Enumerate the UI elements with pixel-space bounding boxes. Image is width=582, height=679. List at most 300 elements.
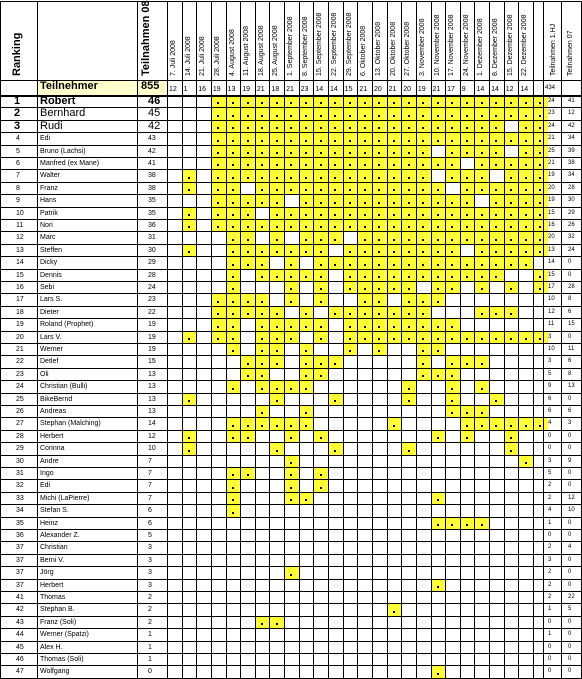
grid-line bbox=[0, 641, 582, 642]
row-rank: 6 bbox=[16, 160, 20, 167]
row-t07: 0 bbox=[568, 482, 572, 489]
attendance-cell bbox=[489, 132, 504, 144]
attendance-cell bbox=[431, 343, 446, 355]
row-count: 22 bbox=[148, 308, 156, 316]
row-count: 42 bbox=[148, 119, 161, 132]
attendance-mark bbox=[261, 338, 263, 340]
attendance-mark bbox=[261, 140, 263, 142]
attendance-cell bbox=[269, 318, 284, 330]
attendance-cell bbox=[255, 380, 270, 392]
attendance-cell bbox=[284, 467, 299, 479]
attendance-cell bbox=[533, 107, 548, 119]
row-count: 2 bbox=[148, 606, 152, 614]
attendance-mark bbox=[290, 214, 292, 216]
attendance-mark bbox=[510, 177, 512, 179]
attendance-mark bbox=[481, 226, 483, 228]
row-h1: 21 bbox=[548, 135, 555, 142]
attendance-mark bbox=[437, 524, 439, 526]
grid-line bbox=[0, 467, 582, 468]
attendance-mark bbox=[276, 127, 278, 129]
week-total: 20 bbox=[373, 86, 382, 93]
attendance-cell bbox=[240, 355, 255, 367]
attendance-cell bbox=[372, 293, 387, 305]
row-name: Michi (LaPierre) bbox=[40, 494, 90, 502]
attendance-mark bbox=[349, 152, 351, 154]
attendance-cell bbox=[211, 107, 226, 119]
row-t07: 0 bbox=[568, 445, 572, 452]
attendance-cell bbox=[401, 219, 416, 231]
attendance-mark bbox=[276, 164, 278, 166]
attendance-mark bbox=[276, 152, 278, 154]
attendance-mark bbox=[481, 189, 483, 191]
attendance-cell bbox=[299, 132, 314, 144]
attendance-cell bbox=[416, 269, 431, 281]
attendance-mark bbox=[495, 251, 497, 253]
attendance-mark bbox=[422, 189, 424, 191]
row-count: 3 bbox=[148, 544, 152, 552]
attendance-mark bbox=[451, 251, 453, 253]
attendance-mark bbox=[539, 239, 541, 241]
attendance-mark bbox=[247, 226, 249, 228]
attendance-mark bbox=[320, 338, 322, 340]
attendance-cell bbox=[313, 169, 328, 181]
attendance-mark bbox=[451, 115, 453, 117]
week-total: 21 bbox=[359, 86, 368, 93]
row-t07: 0 bbox=[568, 643, 572, 650]
attendance-cell bbox=[299, 107, 314, 119]
attendance-mark bbox=[525, 127, 527, 129]
attendance-cell bbox=[343, 343, 358, 355]
week-total: 14 bbox=[330, 86, 338, 93]
attendance-mark bbox=[378, 189, 380, 191]
attendance-cell bbox=[401, 393, 416, 405]
attendance-mark bbox=[349, 164, 351, 166]
attendance-cell bbox=[343, 169, 358, 181]
attendance-mark bbox=[305, 177, 307, 179]
row-h1: 6 bbox=[548, 408, 552, 414]
attendance-cell bbox=[269, 157, 284, 169]
grid-line bbox=[474, 1, 475, 678]
grid-line bbox=[0, 368, 582, 369]
week-date-header: 17. November 2008 bbox=[448, 14, 456, 76]
attendance-mark bbox=[525, 202, 527, 204]
attendance-cell bbox=[328, 207, 343, 219]
week-total: 16 bbox=[198, 86, 207, 93]
row-t07: 0 bbox=[568, 432, 572, 439]
attendance-mark bbox=[276, 214, 278, 216]
attendance-cell bbox=[226, 492, 241, 504]
attendance-mark bbox=[232, 425, 234, 427]
row-name: Dieter bbox=[40, 308, 59, 316]
week-total: 13 bbox=[227, 86, 236, 93]
row-name: Werner bbox=[40, 346, 63, 353]
attendance-mark bbox=[232, 164, 234, 166]
attendance-cell bbox=[518, 207, 533, 219]
row-t07: 0 bbox=[568, 631, 572, 638]
attendance-mark bbox=[276, 425, 278, 427]
attendance-cell bbox=[240, 219, 255, 231]
attendance-mark bbox=[305, 164, 307, 166]
attendance-mark bbox=[422, 127, 424, 129]
week-date-header: 3. November 2008 bbox=[418, 18, 426, 76]
attendance-cell bbox=[255, 269, 270, 281]
attendance-mark bbox=[320, 437, 322, 439]
attendance-cell bbox=[416, 256, 431, 268]
attendance-cell bbox=[387, 244, 402, 256]
row-name: Edi bbox=[40, 135, 51, 143]
attendance-mark bbox=[393, 102, 395, 104]
attendance-mark bbox=[422, 251, 424, 253]
attendance-cell bbox=[226, 281, 241, 293]
attendance-cell bbox=[504, 256, 519, 268]
attendance-mark bbox=[525, 115, 527, 117]
attendance-mark bbox=[261, 301, 263, 303]
attendance-cell bbox=[226, 293, 241, 305]
row-h1: 3 bbox=[548, 457, 552, 464]
attendance-mark bbox=[320, 102, 322, 104]
grid-line bbox=[460, 1, 461, 678]
attendance-cell bbox=[504, 157, 519, 169]
attendance-cell bbox=[489, 269, 504, 281]
attendance-cell bbox=[431, 269, 446, 281]
attendance-cell bbox=[240, 417, 255, 429]
attendance-cell bbox=[401, 107, 416, 119]
week-date-header: 8. Dezember 2008 bbox=[492, 18, 500, 76]
attendance-mark bbox=[276, 140, 278, 142]
attendance-mark bbox=[510, 189, 512, 191]
attendance-cell bbox=[431, 331, 446, 343]
attendance-mark bbox=[451, 226, 453, 228]
attendance-cell bbox=[240, 145, 255, 157]
attendance-cell bbox=[255, 293, 270, 305]
attendance-cell bbox=[226, 331, 241, 343]
week-date-header: 1. September 2008 bbox=[287, 16, 295, 76]
week-total: 15 bbox=[344, 86, 353, 93]
week-date-header: 21. Juli 2008 bbox=[199, 36, 207, 76]
row-t07: 0 bbox=[568, 581, 572, 588]
attendance-cell bbox=[431, 219, 446, 231]
attendance-mark bbox=[451, 400, 453, 402]
attendance-mark bbox=[290, 226, 292, 228]
row-name: Bernhard bbox=[40, 107, 86, 120]
attendance-cell bbox=[518, 182, 533, 194]
attendance-mark bbox=[320, 288, 322, 290]
attendance-mark bbox=[393, 152, 395, 154]
row-count: 19 bbox=[148, 346, 156, 353]
attendance-cell bbox=[226, 467, 241, 479]
h1-total: 434 bbox=[545, 85, 556, 91]
row-count: 15 bbox=[148, 358, 156, 366]
attendance-mark bbox=[510, 214, 512, 216]
row-name: Bruno (Lachsi) bbox=[40, 147, 86, 155]
grid-line bbox=[0, 665, 582, 666]
attendance-cell bbox=[504, 132, 519, 144]
row-rank: 37 bbox=[16, 581, 24, 589]
attendance-cell bbox=[328, 355, 343, 367]
attendance-cell bbox=[284, 479, 299, 491]
row-rank: 26 bbox=[16, 408, 24, 415]
attendance-mark bbox=[393, 115, 395, 117]
row-name: Sebi bbox=[40, 284, 55, 291]
row-count: 31 bbox=[148, 234, 156, 242]
attendance-mark bbox=[349, 140, 351, 142]
attendance-mark bbox=[422, 338, 424, 340]
attendance-mark bbox=[290, 115, 292, 117]
attendance-mark bbox=[437, 140, 439, 142]
row-name: Nori bbox=[40, 222, 53, 229]
grid-line bbox=[0, 529, 582, 530]
attendance-cell bbox=[313, 256, 328, 268]
attendance-cell bbox=[460, 269, 475, 281]
attendance-mark bbox=[290, 288, 292, 290]
row-name: Patrik bbox=[40, 209, 58, 217]
attendance-cell bbox=[211, 293, 226, 305]
attendance-mark bbox=[408, 301, 410, 303]
attendance-mark bbox=[320, 127, 322, 129]
row-rank: 5 bbox=[16, 147, 20, 155]
row-t07: 34 bbox=[568, 135, 575, 142]
row-name: Wolfgang bbox=[40, 668, 70, 676]
grid-line bbox=[0, 331, 582, 332]
attendance-mark bbox=[232, 338, 234, 340]
attendance-mark bbox=[393, 276, 395, 278]
attendance-mark bbox=[481, 214, 483, 216]
attendance-mark bbox=[232, 474, 234, 476]
attendance-cell bbox=[284, 182, 299, 194]
attendance-cell bbox=[328, 120, 343, 132]
attendance-cell bbox=[387, 269, 402, 281]
attendance-cell bbox=[533, 132, 548, 144]
attendance-mark bbox=[408, 214, 410, 216]
row-h1: 3 bbox=[548, 556, 552, 563]
grid-line bbox=[431, 1, 432, 678]
attendance-mark bbox=[305, 313, 307, 315]
attendance-mark bbox=[261, 350, 263, 352]
attendance-cell bbox=[226, 318, 241, 330]
teilnahmen-header: Teilnahmen 08 bbox=[140, 0, 152, 76]
attendance-mark bbox=[393, 226, 395, 228]
attendance-mark bbox=[408, 177, 410, 179]
attendance-cell bbox=[504, 169, 519, 181]
attendance-cell bbox=[460, 256, 475, 268]
attendance-mark bbox=[305, 202, 307, 204]
row-h1: 2 bbox=[548, 494, 552, 501]
attendance-mark bbox=[422, 177, 424, 179]
attendance-mark bbox=[408, 251, 410, 253]
grid-line bbox=[0, 95, 582, 97]
attendance-cell bbox=[328, 231, 343, 243]
attendance-mark bbox=[364, 251, 366, 253]
week-date-header: 29. September 2008 bbox=[345, 12, 353, 76]
attendance-cell bbox=[431, 182, 446, 194]
attendance-mark bbox=[305, 214, 307, 216]
attendance-mark bbox=[188, 251, 190, 253]
row-name: Ingo bbox=[40, 470, 54, 477]
attendance-cell bbox=[445, 269, 460, 281]
attendance-mark bbox=[320, 202, 322, 204]
attendance-cell bbox=[445, 281, 460, 293]
attendance-mark bbox=[466, 140, 468, 142]
attendance-cell bbox=[445, 219, 460, 231]
attendance-mark bbox=[408, 164, 410, 166]
row-name: Detlef bbox=[40, 358, 59, 366]
attendance-cell bbox=[372, 132, 387, 144]
row-h1: 13 bbox=[548, 246, 555, 253]
attendance-cell bbox=[343, 244, 358, 256]
attendance-cell bbox=[255, 157, 270, 169]
attendance-cell bbox=[226, 343, 241, 355]
attendance-mark bbox=[247, 425, 249, 427]
attendance-mark bbox=[305, 388, 307, 390]
attendance-mark bbox=[378, 313, 380, 315]
attendance-mark bbox=[408, 152, 410, 154]
attendance-cell bbox=[357, 318, 372, 330]
row-count: 13 bbox=[148, 370, 156, 378]
attendance-cell bbox=[269, 244, 284, 256]
attendance-mark bbox=[290, 499, 292, 501]
row-rank: 25 bbox=[16, 395, 24, 403]
attendance-cell bbox=[255, 368, 270, 380]
attendance-mark bbox=[364, 276, 366, 278]
attendance-cell bbox=[474, 269, 489, 281]
attendance-mark bbox=[276, 177, 278, 179]
week-total: 23 bbox=[300, 86, 309, 93]
row-name: Andre bbox=[40, 457, 59, 465]
row-t07: 0 bbox=[568, 532, 572, 538]
attendance-cell bbox=[372, 256, 387, 268]
attendance-cell bbox=[489, 182, 504, 194]
h1-header: Teilnahmen 1.HJ bbox=[550, 23, 557, 76]
attendance-cell bbox=[240, 306, 255, 318]
attendance-mark bbox=[393, 239, 395, 241]
row-t07: 0 bbox=[568, 656, 572, 662]
row-t07: 4 bbox=[568, 544, 572, 551]
attendance-mark bbox=[481, 524, 483, 526]
attendance-mark bbox=[481, 115, 483, 117]
attendance-cell bbox=[474, 331, 489, 343]
attendance-mark bbox=[217, 226, 219, 228]
attendance-cell bbox=[313, 194, 328, 206]
attendance-cell bbox=[372, 269, 387, 281]
attendance-cell bbox=[372, 169, 387, 181]
attendance-cell bbox=[474, 306, 489, 318]
attendance-mark bbox=[539, 276, 541, 278]
attendance-cell bbox=[313, 157, 328, 169]
attendance-cell bbox=[504, 107, 519, 119]
attendance-mark bbox=[408, 189, 410, 191]
row-rank: 8 bbox=[16, 184, 20, 192]
attendance-cell bbox=[328, 219, 343, 231]
attendance-mark bbox=[495, 425, 497, 427]
attendance-cell bbox=[240, 169, 255, 181]
attendance-mark bbox=[451, 326, 453, 328]
attendance-mark bbox=[247, 363, 249, 365]
attendance-mark bbox=[437, 288, 439, 290]
attendance-mark bbox=[422, 276, 424, 278]
attendance-mark bbox=[378, 226, 380, 228]
attendance-cell bbox=[240, 132, 255, 144]
attendance-mark bbox=[320, 115, 322, 117]
row-count: 24 bbox=[148, 284, 156, 291]
attendance-cell bbox=[387, 132, 402, 144]
attendance-cell bbox=[401, 207, 416, 219]
row-name: Corinna bbox=[40, 445, 65, 453]
row-count: 2 bbox=[148, 618, 152, 626]
attendance-cell bbox=[416, 331, 431, 343]
attendance-cell bbox=[357, 107, 372, 119]
row-rank: 37 bbox=[16, 544, 24, 552]
attendance-mark bbox=[422, 164, 424, 166]
attendance-cell bbox=[328, 132, 343, 144]
attendance-mark bbox=[364, 239, 366, 241]
attendance-cell bbox=[269, 169, 284, 181]
attendance-cell bbox=[401, 132, 416, 144]
attendance-mark bbox=[364, 177, 366, 179]
attendance-cell bbox=[269, 219, 284, 231]
grid-line bbox=[0, 405, 582, 406]
attendance-mark bbox=[349, 202, 351, 204]
row-h1: 11 bbox=[548, 321, 555, 328]
grid-line bbox=[489, 1, 490, 678]
week-date-header: 27. Oktober 2008 bbox=[404, 21, 412, 76]
row-t07: 28 bbox=[568, 184, 575, 191]
attendance-cell bbox=[313, 182, 328, 194]
attendance-mark bbox=[247, 251, 249, 253]
attendance-cell bbox=[474, 219, 489, 231]
attendance-cell bbox=[489, 417, 504, 429]
row-count: 29 bbox=[148, 259, 156, 267]
attendance-mark bbox=[247, 102, 249, 104]
attendance-cell bbox=[387, 219, 402, 231]
row-rank: 10 bbox=[16, 209, 24, 217]
row-t07: 28 bbox=[568, 284, 575, 290]
attendance-mark bbox=[290, 487, 292, 489]
attendance-mark bbox=[364, 189, 366, 191]
grid-line bbox=[240, 1, 241, 678]
week-date-header: 24. November 2008 bbox=[462, 14, 470, 76]
attendance-mark bbox=[232, 487, 234, 489]
attendance-mark bbox=[320, 177, 322, 179]
attendance-cell bbox=[328, 194, 343, 206]
attendance-cell bbox=[504, 194, 519, 206]
attendance-mark bbox=[495, 127, 497, 129]
row-rank: 42 bbox=[16, 606, 24, 614]
row-rank: 34 bbox=[16, 507, 24, 515]
week-date-header: 8. September 2008 bbox=[301, 16, 309, 76]
grid-line bbox=[0, 554, 582, 555]
attendance-cell bbox=[431, 492, 446, 504]
attendance-mark bbox=[408, 400, 410, 402]
grid-line bbox=[196, 1, 197, 678]
attendance-mark bbox=[305, 140, 307, 142]
grid-line bbox=[0, 194, 582, 195]
row-h1: 1 bbox=[548, 606, 552, 613]
row-name: Werner (Spatzi) bbox=[40, 631, 89, 639]
row-count: 7 bbox=[148, 482, 152, 490]
row-name: Edi bbox=[40, 482, 51, 490]
attendance-cell bbox=[240, 368, 255, 380]
attendance-mark bbox=[437, 276, 439, 278]
attendance-mark bbox=[378, 177, 380, 179]
row-h1: 17 bbox=[548, 284, 555, 290]
attendance-mark bbox=[539, 288, 541, 290]
attendance-cell bbox=[299, 207, 314, 219]
attendance-cell bbox=[445, 517, 460, 529]
attendance-cell bbox=[372, 145, 387, 157]
attendance-mark bbox=[290, 462, 292, 464]
attendance-mark bbox=[290, 574, 292, 576]
attendance-mark bbox=[525, 239, 527, 241]
